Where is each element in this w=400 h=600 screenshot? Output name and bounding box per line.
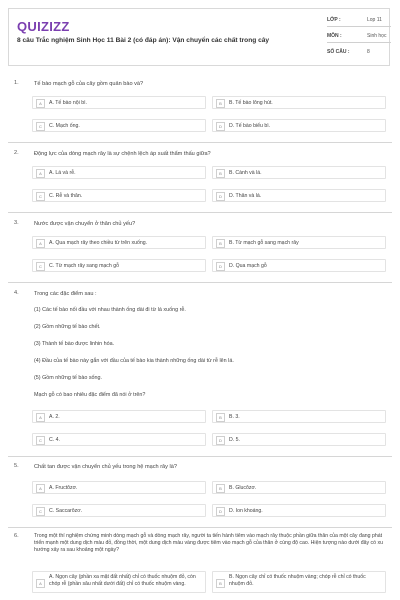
- option-c[interactable]: [32, 504, 206, 517]
- meta-grade-key: LỚP :: [327, 17, 341, 23]
- option-label: D. 5.: [229, 437, 240, 443]
- question-number: 1.: [14, 80, 19, 86]
- option-letter: B: [216, 484, 225, 493]
- question-number: 4.: [14, 290, 19, 296]
- option-a[interactable]: [32, 571, 206, 593]
- option-letter: B: [216, 99, 225, 108]
- meta-divider: [327, 26, 391, 27]
- option-label: B. Cành và lá.: [229, 170, 262, 176]
- option-c[interactable]: [32, 189, 206, 202]
- option-label: D. Qua mạch gỗ: [229, 263, 267, 269]
- question-text: Trong một thí nghiệm chứng minh dòng mạch gỗ và dòng mạch rây, người ta tiến hành tiêm vào mạch rây thuộc phần giữa thân của một cây đang phát triển mạnh một dung dịch màu đỏ, đồng thời, một dung dịch màu vàng được tiêm vào mạch gỗ của thân ở cùng độ cao. Hiện tượng nào dưới đây có xu hướng xảy ra sau khoảng một ngày?: [34, 533, 383, 553]
- option-label: C. Rễ và thân.: [49, 193, 83, 199]
- meta-subject-value: Sinh học: [367, 33, 387, 39]
- meta-subject-key: MÔN :: [327, 33, 342, 39]
- option-letter: D: [216, 262, 225, 271]
- option-label: A. Qua mạch rây theo chiều từ trên xuống.: [49, 240, 148, 246]
- question-text: Trong các đặc điểm sau :: [34, 291, 97, 297]
- option-label: C. Từ mạch rây sang mạch gỗ: [49, 263, 119, 269]
- meta-grade-value: Lop 11: [367, 17, 382, 23]
- option-letter: A: [36, 169, 45, 178]
- option-letter: B: [216, 413, 225, 422]
- question-number: 3.: [14, 220, 19, 226]
- statement-line: (2) Gồm những tế bào chết.: [34, 324, 101, 330]
- option-b[interactable]: [212, 96, 386, 109]
- statement-line: Mạch gỗ có bao nhiêu đặc điểm đã nói ở trên?: [34, 392, 146, 398]
- meta-divider: [327, 42, 391, 43]
- option-a[interactable]: [32, 236, 206, 249]
- option-label: B. Từ mạch gỗ sang mạch rây: [229, 240, 299, 246]
- option-label: B. 3.: [229, 414, 240, 420]
- option-d[interactable]: [212, 259, 386, 272]
- option-d[interactable]: [212, 433, 386, 446]
- question-number: 6.: [14, 533, 19, 539]
- question-text: Chất tan được vận chuyển chủ yếu trong hệ mạch rây là?: [34, 464, 177, 470]
- option-c[interactable]: [32, 259, 206, 272]
- option-letter: A: [36, 413, 45, 422]
- option-label: B. Glucôzơ.: [229, 485, 257, 491]
- option-c[interactable]: [32, 119, 206, 132]
- question-text: Động lực của dòng mạch rây là sự chệnh lệch áp suất thẩm thấu giữa?: [34, 151, 211, 157]
- option-letter: A: [36, 99, 45, 108]
- statement-line: (3) Thành tế bào được linhin hóa.: [34, 341, 115, 347]
- option-b[interactable]: [212, 571, 386, 593]
- option-label: A. 2.: [49, 414, 60, 420]
- option-letter: C: [36, 192, 45, 201]
- option-label: B. Tế bào lông hút.: [229, 100, 273, 106]
- option-b[interactable]: [212, 166, 386, 179]
- question-number: 2.: [14, 150, 19, 156]
- question-divider: [8, 282, 392, 283]
- option-label: D. Thân và lá.: [229, 193, 262, 199]
- option-letter: D: [216, 436, 225, 445]
- meta-count-value: 8: [367, 49, 370, 55]
- question-divider: [8, 142, 392, 143]
- option-label: C. 4.: [49, 437, 60, 443]
- statement-line: (1) Các tế bào nối đầu với nhau thành ống dài đi từ lá xuống rễ.: [34, 307, 186, 313]
- option-letter: D: [216, 122, 225, 131]
- option-label: A. Tế bào nội bì.: [49, 100, 87, 106]
- option-a[interactable]: [32, 481, 206, 494]
- option-d[interactable]: [212, 189, 386, 202]
- option-label: B. Ngọn cây chỉ có thuốc nhuộm vàng; chóp rễ chỉ có thuốc nhuộm đỏ.: [229, 574, 366, 587]
- option-c[interactable]: [32, 433, 206, 446]
- option-label: D. Tế bào biểu bì.: [229, 123, 271, 129]
- statement-line: (4) Đầu của tế bào này gắn với đầu của tế bào kia thành những ống dài từ rễ lên lá.: [34, 358, 234, 364]
- option-letter: C: [36, 436, 45, 445]
- question-divider: [8, 527, 392, 528]
- statement-line: (5) Gồm những tế bào sống.: [34, 375, 103, 381]
- option-d[interactable]: [212, 119, 386, 132]
- option-letter: A: [36, 239, 45, 248]
- option-letter: C: [36, 507, 45, 516]
- option-a[interactable]: [32, 96, 206, 109]
- option-a[interactable]: [32, 166, 206, 179]
- option-letter: A: [36, 579, 45, 588]
- question-text: Nước được vận chuyển ở thân chủ yếu?: [34, 221, 136, 227]
- option-label: C. Mạch ống.: [49, 123, 80, 129]
- option-label: A. Ngọn cây (phần xa mặt đất nhất) chỉ có thuốc nhuộm đỏ, còn chóp rễ (phần sâu nhất dưới đất) chỉ có thuốc nhuộm vàng.: [49, 574, 196, 587]
- option-letter: D: [216, 192, 225, 201]
- question-divider: [8, 456, 392, 457]
- option-label: A. Lá và rễ.: [49, 170, 76, 176]
- option-b[interactable]: [212, 410, 386, 423]
- option-d[interactable]: [212, 504, 386, 517]
- option-b[interactable]: [212, 481, 386, 494]
- question-text: Tế bào mạch gỗ của cây gồm quản bào và?: [34, 81, 144, 87]
- question-number: 5.: [14, 463, 19, 469]
- option-label: A. Fructôzơ.: [49, 485, 78, 491]
- option-b[interactable]: [212, 236, 386, 249]
- option-letter: B: [216, 169, 225, 178]
- option-label: D. Ion khoáng.: [229, 508, 263, 514]
- option-letter: C: [36, 122, 45, 131]
- option-letter: D: [216, 507, 225, 516]
- page-title: 8 câu Trắc nghiệm Sinh Học 11 Bài 2 (có đáp án): Vận chuyển các chất trong cây: [17, 37, 270, 44]
- worksheet-header: [8, 8, 390, 66]
- option-letter: C: [36, 262, 45, 271]
- option-letter: B: [216, 579, 225, 588]
- quizizz-logo: QUIZIZZ: [17, 19, 70, 34]
- option-a[interactable]: [32, 410, 206, 423]
- question-divider: [8, 212, 392, 213]
- option-letter: B: [216, 239, 225, 248]
- meta-count-key: SỐ CÂU :: [327, 49, 350, 55]
- option-label: C. Saccarôzơ.: [49, 508, 83, 514]
- option-letter: A: [36, 484, 45, 493]
